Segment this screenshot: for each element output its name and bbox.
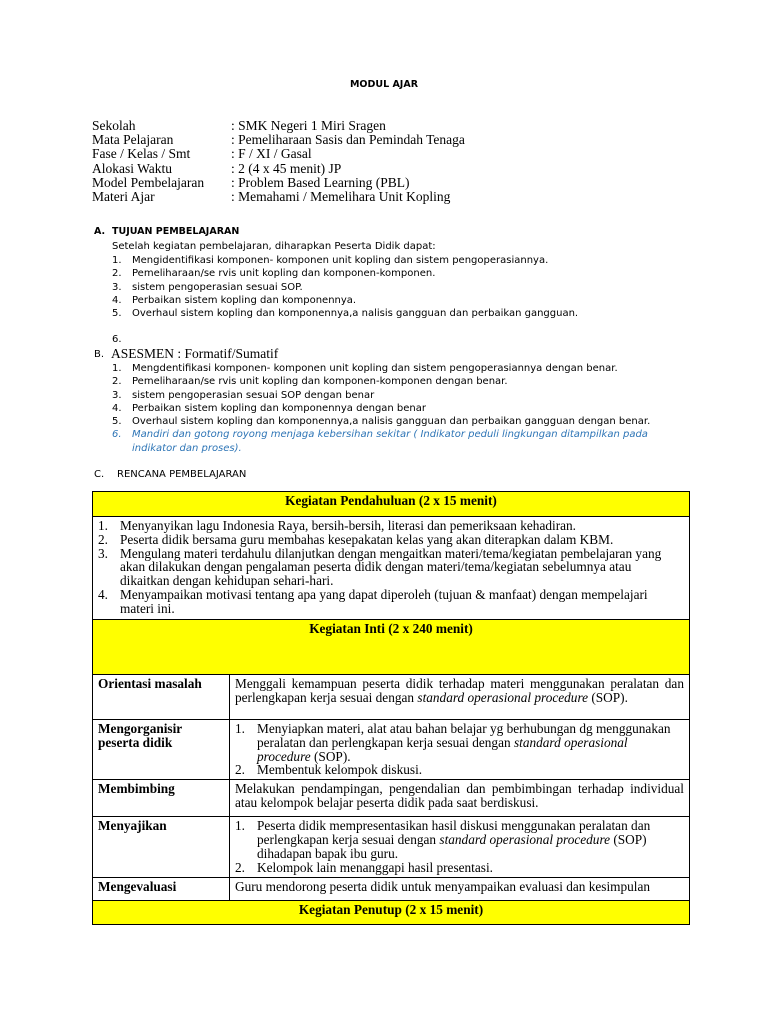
penutup-header: Kegiatan Penutup (2 x 15 menit) [93, 901, 690, 925]
info-label: Mata Pelajaran [92, 132, 174, 148]
list-item [112, 375, 650, 388]
info-label: Fase / Kelas / Smt [92, 146, 191, 162]
document-title: MODUL AJAR [349, 79, 419, 90]
list-number: 3. [112, 389, 122, 401]
list-item [112, 294, 578, 307]
step-content [230, 817, 690, 878]
list-item [98, 588, 684, 616]
list-number: 1. [112, 255, 122, 266]
section-b-heading: ASESMEN : Formatif/Sumatif [111, 346, 279, 361]
list-text: Perbaikan sistem kopling dan komponennya. [132, 294, 357, 306]
info-value: : Pemeliharaan Sasis dan Pemindah Tenaga [231, 132, 465, 148]
text-run: Menyiapkan materi, alat atau bahan belajar yg berhubungan dg menggunakan peralatan dan perlengkapan kerja sesuai dengan [257, 721, 671, 750]
list-item [112, 362, 650, 375]
info-label: Model Pembelajaran [92, 174, 205, 190]
list-item [98, 533, 684, 547]
list-number: 2. [112, 376, 122, 388]
list-text-line: Mandiri dan gotong royong menjaga kebersihan sekitar ( Indikator peduli lingkungan ditampilkan pada [132, 429, 648, 441]
step-label: Mengevaluasi [93, 878, 230, 901]
list-number: 2. [112, 268, 122, 280]
table-row [93, 817, 690, 878]
list-number: 3. [98, 545, 108, 561]
list-number: 5. [112, 308, 122, 320]
step-content: Guru mendorong peserta didik untuk menyampaikan evaluasi dan kesimpulan [230, 878, 690, 901]
table-row [93, 901, 690, 925]
step-label: Membimbing [93, 780, 230, 817]
section-a-empty-item: 6. [112, 334, 122, 345]
info-value: : Problem Based Learning (PBL) [231, 174, 410, 190]
info-value: : F / XI / Gasal [231, 146, 312, 162]
text-run-italic: standard operasional procedure [257, 734, 628, 764]
list-number: 6. [112, 429, 122, 441]
inti-header: Kegiatan Inti (2 x 240 menit) [93, 620, 690, 675]
list-number: 2. [98, 531, 108, 547]
info-label: Sekolah [92, 118, 136, 133]
info-value: : 2 (4 x 45 menit) JP [231, 160, 342, 176]
text-run-italic: standard operasional procedure [417, 689, 589, 705]
table-row [93, 492, 690, 517]
info-value: : Memahami / Memelihara Unit Kopling [231, 189, 451, 205]
list-text: Menyampaikan motivasi tentang apa yang dapat diperoleh (tujuan & manfaat) dengan mempelajari materi ini. [120, 586, 648, 616]
step-label: Menyajikan [93, 817, 230, 878]
section-b-list [112, 362, 650, 455]
info-label: Alokasi Waktu [92, 160, 173, 176]
list-text [132, 428, 648, 455]
table-row [93, 675, 690, 720]
info-row-mapel [92, 133, 465, 147]
table-row [93, 620, 690, 675]
text-run: Menggali kemampuan peserta didik terhadap materi menggunakan peralatan dan perlengkapan kerja sesuai dengan [235, 676, 684, 705]
section-a-letter: A. [94, 226, 106, 237]
table-row [93, 720, 690, 780]
step-label-line: peserta didik [98, 734, 173, 750]
list-text-line: indikator dan proses). [132, 442, 242, 454]
info-value: : SMK Negeri 1 Miri Sragen [231, 118, 386, 133]
text-run: (SOP). [588, 689, 628, 705]
section-a-list [112, 254, 578, 320]
table-row [93, 517, 690, 620]
list-item [98, 519, 684, 533]
table-row [93, 878, 690, 901]
text-run: (SOP) dihadapan bapak ibu guru. [257, 831, 647, 861]
info-row-fase [92, 147, 465, 161]
step-label [93, 720, 230, 780]
list-number: 3. [112, 281, 122, 293]
list-item [235, 861, 684, 875]
section-c-heading: RENCANA PEMBELAJARAN [117, 469, 247, 480]
list-item [112, 402, 650, 415]
list-item [112, 415, 650, 428]
identity-block [92, 119, 465, 204]
step-content: Melakukan pendampingan, pengendalian dan pembimbingan terhadap individual atau kelompok belajar peserta didik pada saat berdiskusi. [230, 780, 690, 817]
list-item [112, 267, 578, 280]
list-text [257, 722, 684, 763]
list-text: Mengidentifikasi komponen- komponen unit kopling dan sistem pengoperasiannya. [132, 255, 549, 266]
list-text: Perbaikan sistem kopling dan komponennya dengan benar [132, 402, 427, 414]
list-number: 1. [112, 363, 122, 374]
list-number: 4. [98, 586, 108, 602]
step-label-line: Mengorganisir [98, 721, 183, 736]
pendahuluan-list [93, 517, 690, 620]
list-number: 2. [235, 762, 245, 778]
list-text: Kelompok lain menanggapi hasil presentasi. [257, 859, 493, 875]
info-row-materi [92, 190, 465, 204]
list-text: Pemeliharaan/se rvis unit kopling dan komponen-komponen. [132, 268, 436, 280]
list-item [112, 281, 578, 294]
list-text: Peserta didik bersama guru membahas kesepakatan kelas yang akan diterapkan dalam KBM. [120, 531, 614, 547]
info-label: Materi Ajar [92, 189, 155, 205]
list-item [112, 428, 650, 455]
list-text: Menyanyikan lagu Indonesia Raya, bersih-bersih, literasi dan pemeriksaan kehadiran. [120, 518, 577, 533]
table-row [93, 780, 690, 817]
section-a-intro: Setelah kegiatan pembelajaran, diharapkan Peserta Didik dapat: [112, 241, 436, 252]
section-a-heading: TUJUAN PEMBELAJARAN [112, 226, 240, 237]
list-number: 1. [98, 518, 108, 533]
list-item [112, 254, 578, 267]
list-item [112, 389, 650, 402]
list-text: sistem pengoperasian sesuai SOP dengan benar [132, 389, 375, 401]
list-number: 2. [235, 859, 245, 875]
lesson-plan-table [92, 491, 690, 925]
list-item [235, 819, 684, 860]
info-row-model [92, 176, 465, 190]
pendahuluan-header: Kegiatan Pendahuluan (2 x 15 menit) [93, 492, 690, 517]
list-text: sistem pengoperasian sesuai SOP. [132, 281, 303, 293]
list-text: Membentuk kelompok diskusi. [257, 762, 423, 778]
step-content [230, 720, 690, 780]
list-text: Mengulang materi terdahulu dilanjutkan dengan mengaitkan materi/tema/kegiatan pembelajaran yang akan dilakukan dengan pengalaman peserta didik dengan materi/tema/kegiatan sebelumnya atau dikaitkan dengan kehidupan sehari-hari. [120, 545, 662, 589]
list-text [257, 819, 684, 860]
list-item [235, 763, 684, 777]
list-item [112, 307, 578, 320]
list-number: 5. [112, 416, 122, 428]
list-item [98, 547, 684, 588]
list-text: Overhaul sistem kopling dan komponennya,a nalisis gangguan dan perbaikan gangguan dengan benar. [132, 416, 651, 428]
info-row-alokasi [92, 162, 465, 176]
list-number: 1. [235, 818, 245, 834]
list-item [235, 722, 684, 763]
list-text: Overhaul sistem kopling dan komponennya,a nalisis gangguan dan perbaikan gangguan. [132, 308, 579, 320]
info-row-sekolah [92, 119, 465, 133]
text-run-italic: standard operasional procedure [439, 831, 611, 847]
text-run: Peserta didik mempresentasikan hasil diskusi menggunakan peralatan dan perlengkapan kerja sesuai dengan [257, 818, 651, 847]
list-text: Mengdentifikasi komponen- komponen unit kopling dan sistem pengoperasiannya dengan benar. [132, 363, 618, 374]
step-content [230, 675, 690, 720]
list-text: Pemeliharaan/se rvis unit kopling dan komponen-komponen dengan benar. [132, 376, 508, 388]
text-run: (SOP). [310, 748, 351, 764]
section-b-letter: B. [94, 349, 105, 360]
step-label: Orientasi masalah [93, 675, 230, 720]
section-c-letter: C. [94, 469, 105, 480]
list-number: 4. [112, 402, 122, 414]
list-number: 4. [112, 294, 122, 306]
list-number: 1. [235, 721, 245, 736]
